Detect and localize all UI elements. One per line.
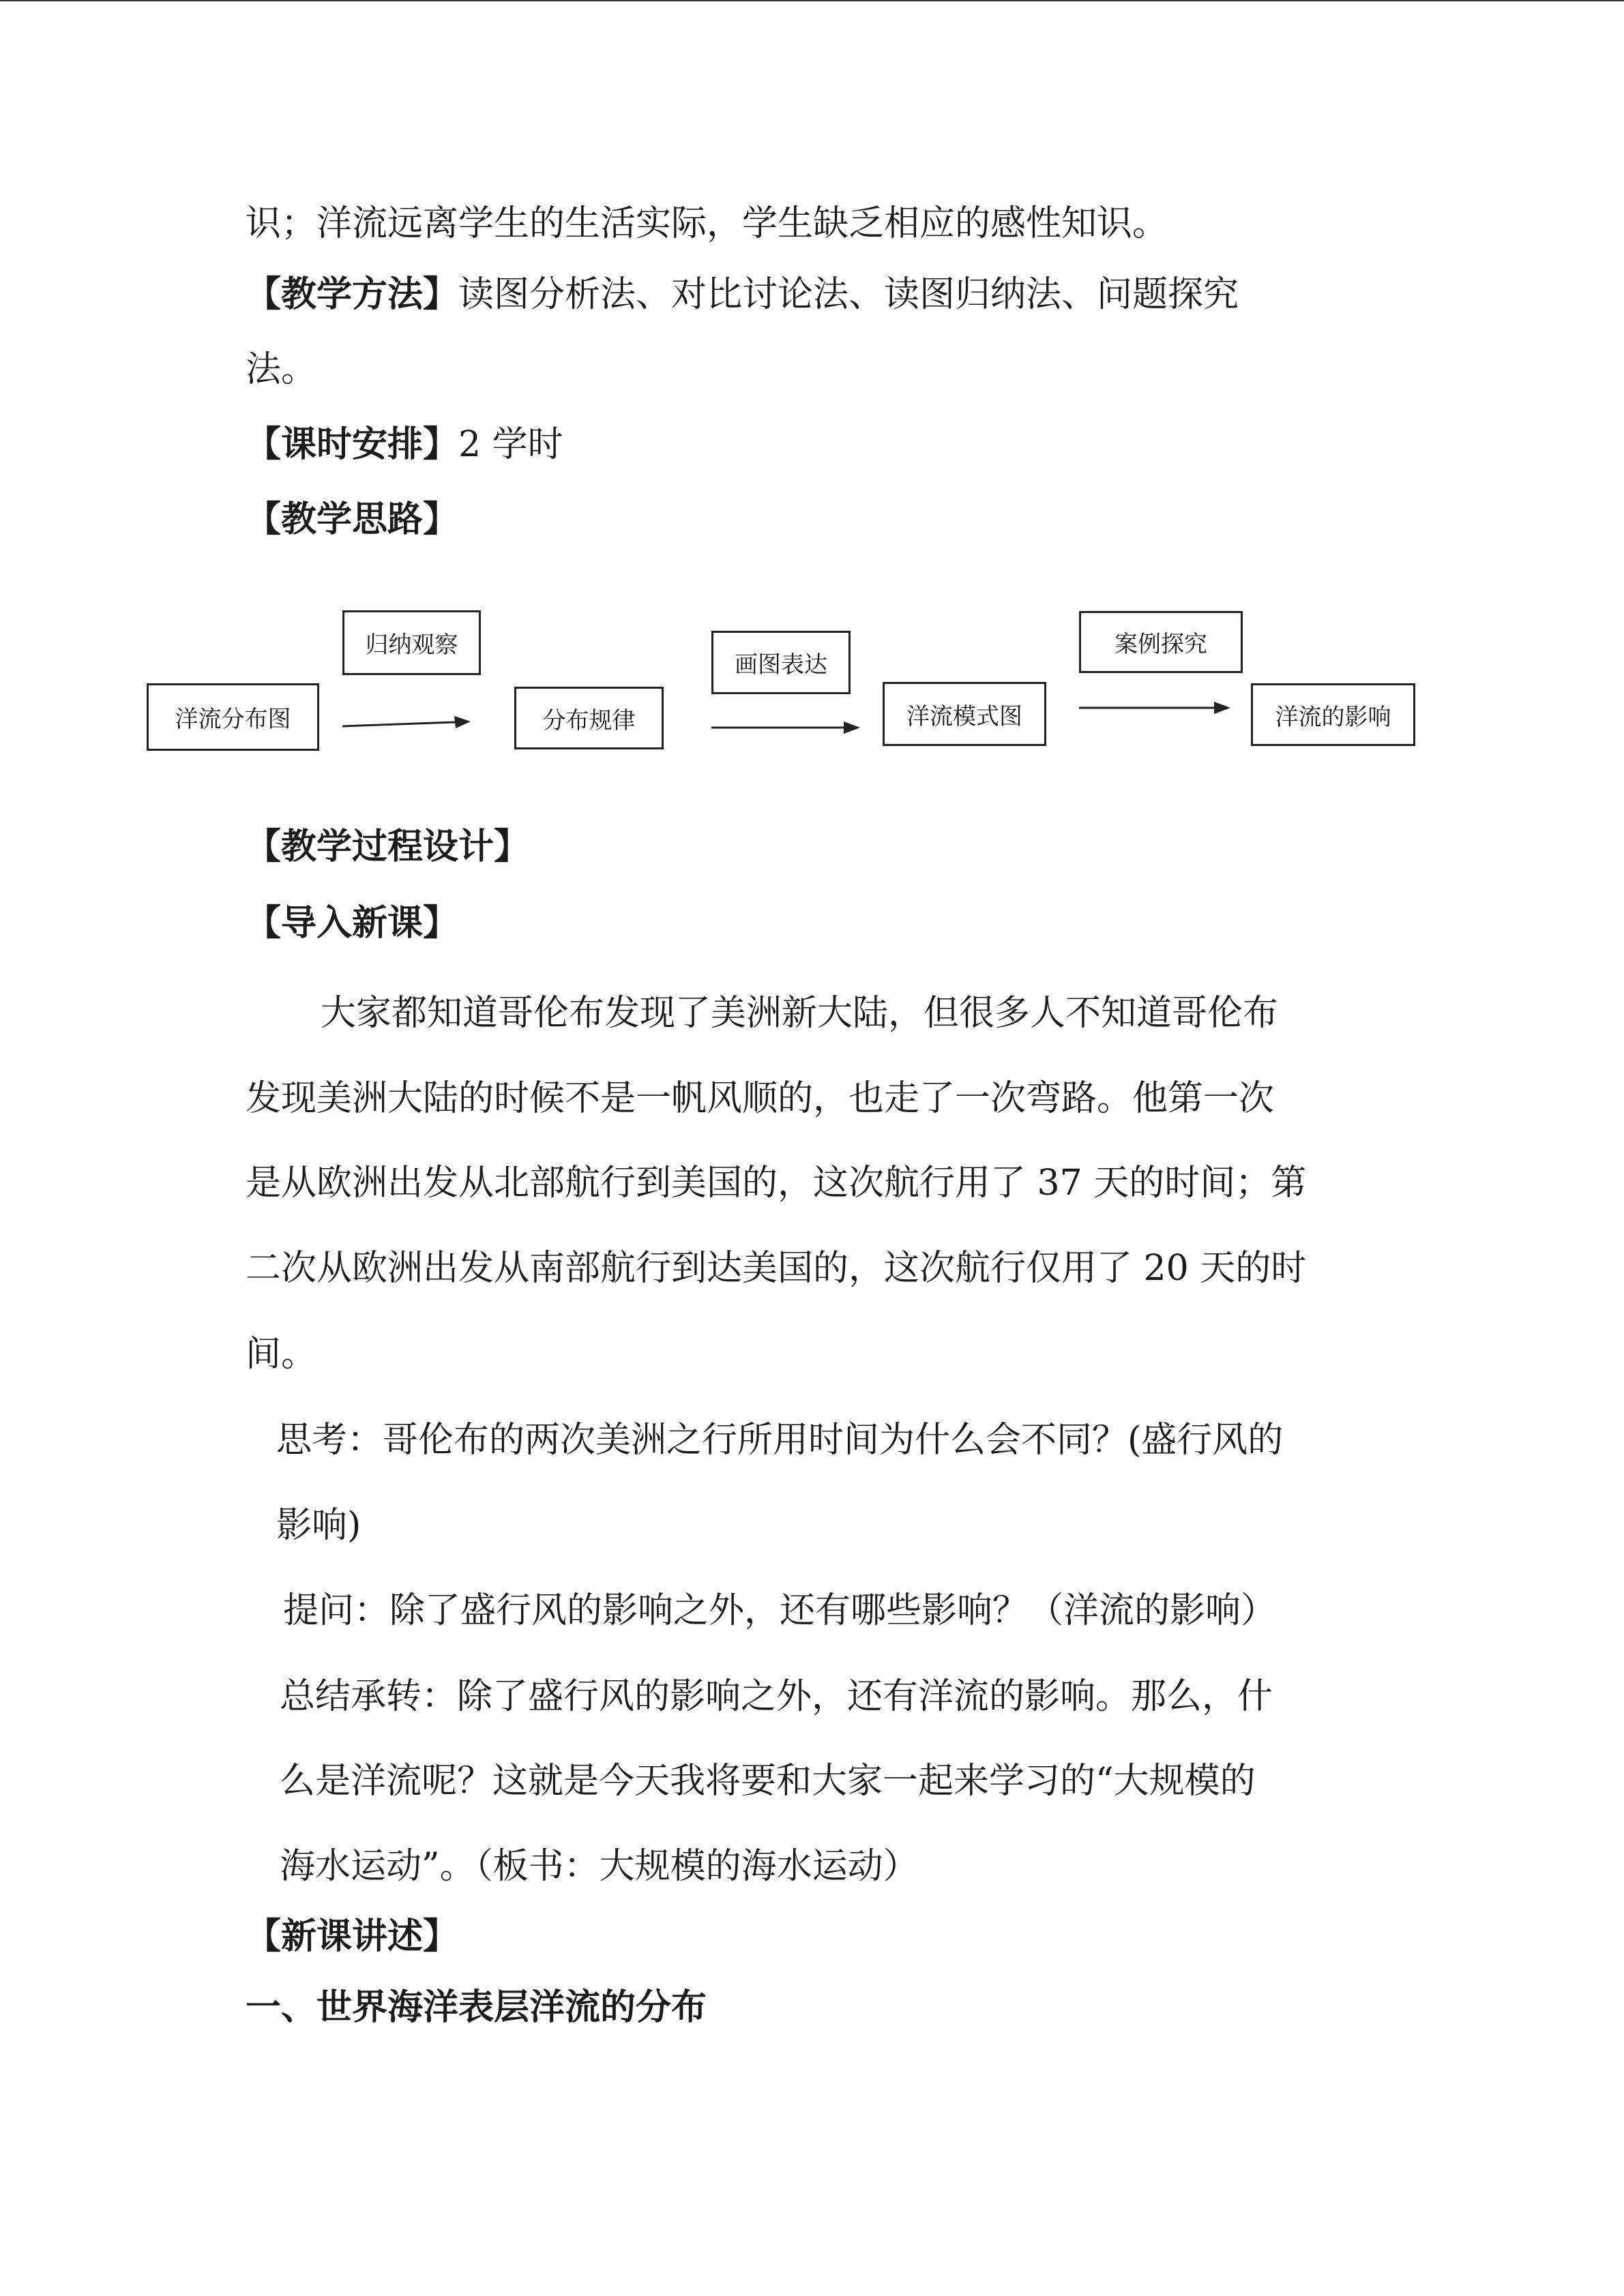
intro-paragraph-line-3: 是从欧洲出发从北部航行到美国的，这次航行用了 37 天的时间；第 xyxy=(246,1163,1307,1204)
summary-line-1: 总结承转：除了盛行风的影响之外，还有洋流的影响。那么，什 xyxy=(280,1676,1273,1717)
summary-line-2: 么是洋流呢？这就是今天我将要和大家一起来学习的“大规模的 xyxy=(280,1761,1256,1802)
teaching-method-text-cont: 法。 xyxy=(246,349,317,390)
flow-arrow-2 xyxy=(711,717,861,738)
page-top-border xyxy=(0,0,1624,1)
flow-node-influence: 洋流的影响 xyxy=(1251,683,1415,746)
flow-node-distribution-rule: 分布规律 xyxy=(514,687,664,749)
think-line-1: 思考：哥伦布的两次美洲之行所用时间为什么会不同？(盛行风的 xyxy=(276,1420,1284,1461)
intro-paragraph-line-4: 二次从欧洲出发从南部航行到达美国的，这次航行仅用了 20 天的时 xyxy=(246,1248,1307,1289)
teaching-idea-label: 【教学思路】 xyxy=(246,498,459,540)
ask-line: 提问：除了盛行风的影响之外，还有哪些影响？（洋流的影响） xyxy=(283,1590,1277,1631)
teaching-method-text: 读图分析法、对比讨论法、读图归纳法、问题探究 xyxy=(458,274,1239,315)
text-line-1: 识；洋流远离学生的生活实际，学生缺乏相应的感性知识。 xyxy=(246,203,1168,244)
flow-arrow-3 xyxy=(1079,698,1232,718)
flow-step-draw-express: 画图表达 xyxy=(711,631,851,694)
process-design-label: 【教学过程设计】 xyxy=(246,826,530,867)
flow-step-induce-observe: 归纳观察 xyxy=(342,610,481,675)
intro-paragraph-line-1: 大家都知道哥伦布发现了美洲新大陆，但很多人不知道哥伦布 xyxy=(321,993,1279,1034)
intro-paragraph-line-5: 间。 xyxy=(246,1334,317,1375)
summary-line-3: 海水运动”。（板书：大规模的海水运动） xyxy=(280,1846,919,1887)
schedule-line xyxy=(246,423,563,466)
intro-label: 【导入新课】 xyxy=(246,902,459,944)
think-line-2: 影响) xyxy=(276,1505,361,1546)
schedule-label: 【课时安排】 xyxy=(246,423,459,465)
teaching-method-label: 【教学方法】 xyxy=(246,273,459,315)
flow-node-pattern-map: 洋流模式图 xyxy=(883,682,1046,746)
intro-paragraph-line-2: 发现美洲大陆的时候不是一帆风顺的，也走了一次弯路。他第一次 xyxy=(246,1078,1275,1119)
new-lesson-label: 【新课讲述】 xyxy=(246,1915,459,1957)
section-heading-1: 一、世界海洋表层洋流的分布 xyxy=(246,1986,707,2028)
flow-arrow-1 xyxy=(342,713,472,733)
schedule-text: 2 学时 xyxy=(458,424,563,465)
flow-step-case-study: 案例探究 xyxy=(1079,611,1243,673)
flow-node-distribution-map: 洋流分布图 xyxy=(147,683,319,751)
teaching-method-line xyxy=(246,273,1239,316)
